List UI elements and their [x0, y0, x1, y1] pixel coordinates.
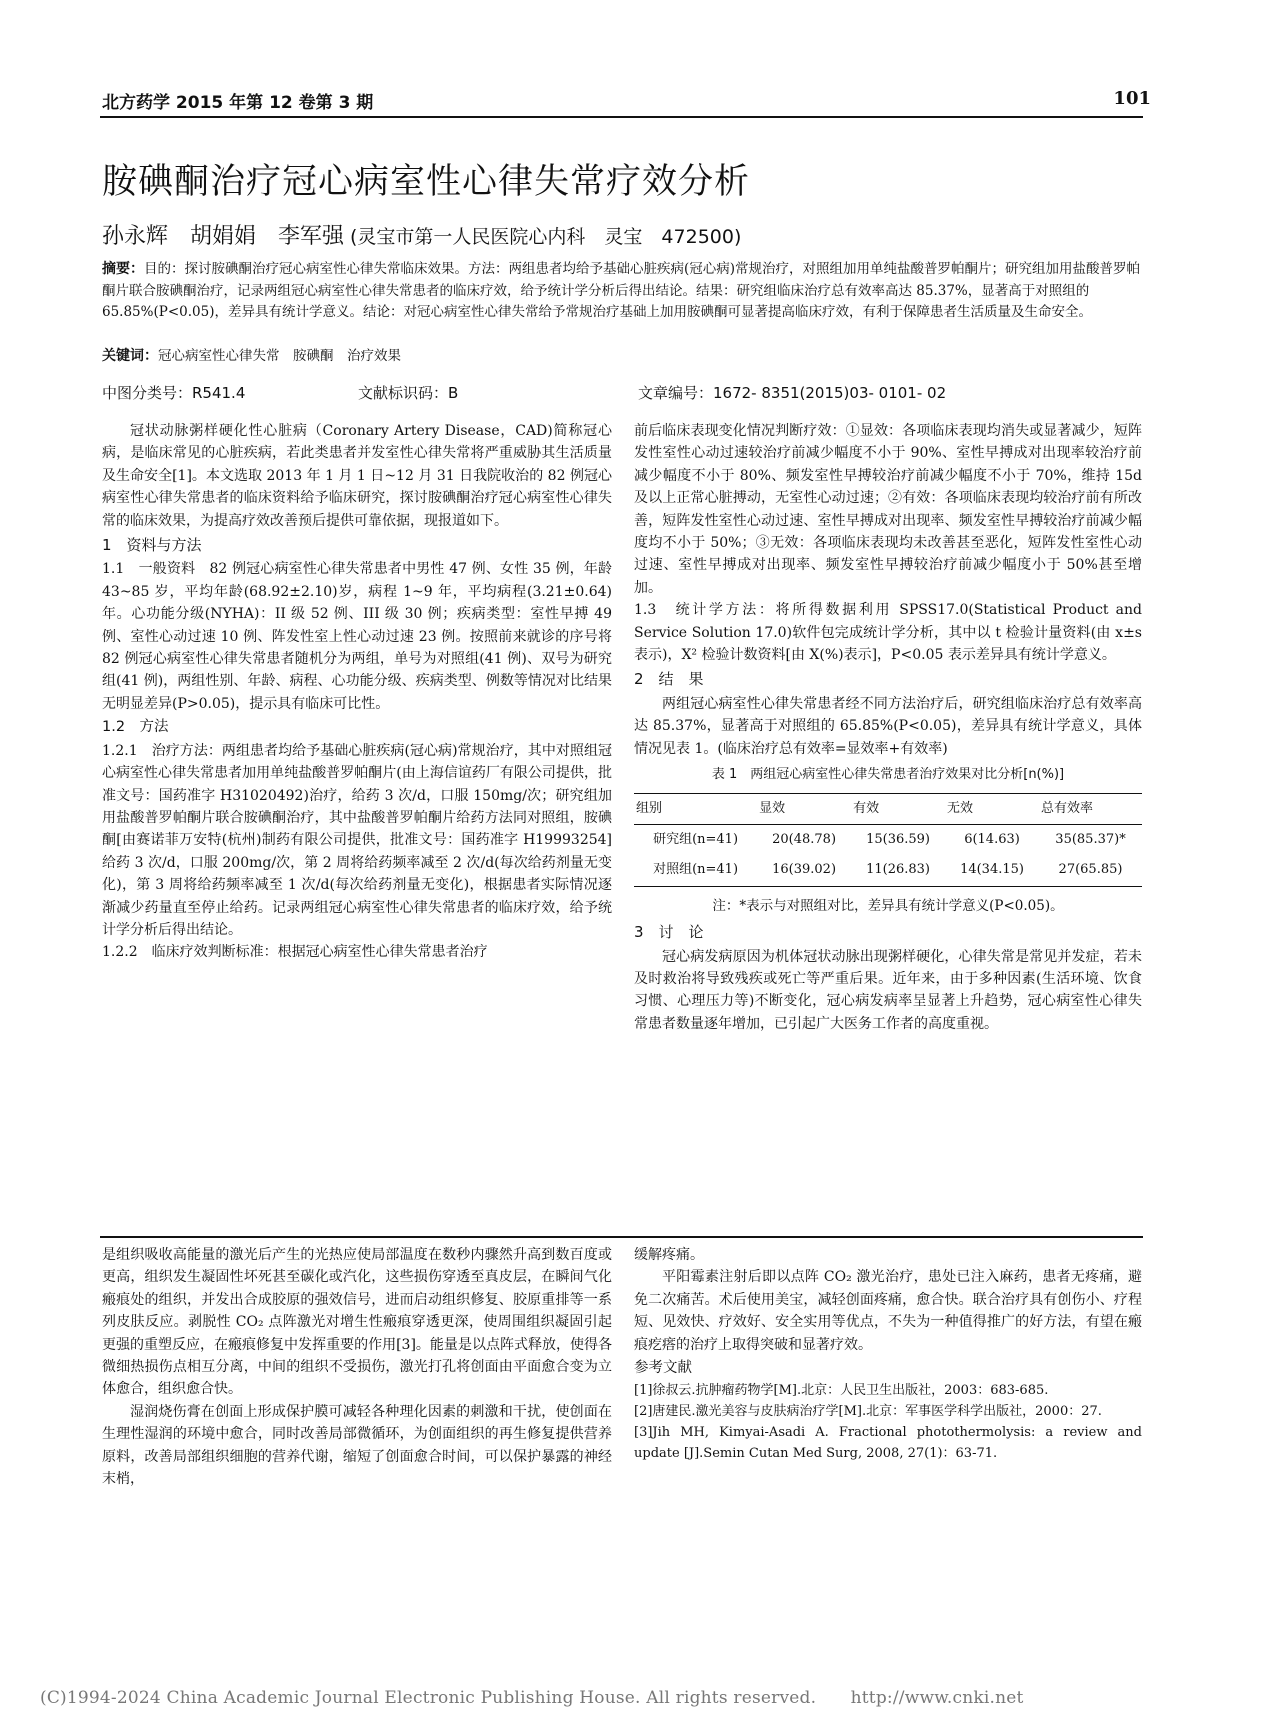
- author-names: 孙永辉 胡娟娟 李军强: [102, 224, 345, 249]
- paragraph-1-2-1: 1.2.1 治疗方法：两组患者均给予基础心脏疾病(冠心病)常规治疗，其中对照组冠心病室性心律失常患者加用单纯盐酸普罗帕酮片(由上海信谊药厂有限公司提供，批准文号：国药准字 H31020492)治疗，给药 3 次/d，口服 150mg/次；研究组加用盐酸普罗帕酮片联合胺碘酮治疗，其中盐酸普罗帕酮片给药方法同对照组，胺碘酮[由赛诺菲万安特(杭州)制药有限公司提供，批准文号：国药准字 H19993254]给药 3 次/d，口服 200mg/次，第 2 周将给药频率减至 2 次/d(每次给药剂量无变化)，第 3 周将给药频率减至 1 次/d(每次给药剂量无变化)，根据患者实际情况逐渐减少药量直至停止给药。记录两组冠心病室性心律失常患者的临床疗效，给予统计学分析后得出结论。: [102, 742, 612, 938]
- keywords-text: 冠心病室性心律失常 胺碘酮 治疗效果: [158, 348, 401, 364]
- lower-left-paragraph: 是组织吸收高能量的激光后产生的光热应使局部温度在数秒内骤然升高到数百度或更高，组织发生凝固性坏死甚至碳化或汽化，这些损伤穿透至真皮层，在瞬间气化瘢痕处的组织，并发出合成胶原的强效信号，进而启动组织修复、胶原重排等一系列皮肤反应。剥脱性 CO₂ 点阵激光对增生性瘢痕穿透更深，使周围组织凝固引起更强的重塑反应，在瘢痕修复中发挥重要的作用[3]。能量是以点阵式释放，使得各微细热损伤点相互分离，中间的组织不受损伤，激光打孔将创面由平面愈合变为立体愈合，组织愈合快。: [102, 1247, 612, 1398]
- keywords: [102, 344, 401, 365]
- table-cell: 研究组(n=41): [653, 831, 739, 847]
- table-cell: 对照组(n=41): [634, 855, 757, 886]
- keywords-label: 关键词：: [102, 348, 158, 364]
- reference-item: [3]Jih MH, Kimyai-Asadi A. Fractional photothermolysis: a review and update [J].Semin Cutan Med Surg, 2008, 27(1)：63-71.: [634, 1425, 1142, 1462]
- results-paragraph: 两组冠心病室性心律失常患者经不同方法治疗后，研究组临床治疗总有效率高达 85.37%，显著高于对照组的 65.85%(P<0.05)，差异具有统计学意义，具体情况见表 1。(临床治疗总有效率=显效率+有效率): [634, 695, 1142, 757]
- discussion-paragraph: 冠心病发病原因为机体冠状动脉出现粥样硬化，心律失常是常见并发症，若未及时救治将导致残疾或死亡等严重后果。近年来，由于多种因素(生活环境、饮食习惯、心理压力等)不断变化，冠心病发病率呈显著上升趋势，冠心病室性心律失常患者数量逐年增加，已引起广大医务工作者的高度重视。: [634, 948, 1142, 1032]
- lower-right-paragraph: 缓解疼痛。: [634, 1247, 704, 1263]
- article-title: 胺碘酮治疗冠心病室性心律失常疗效分析: [102, 162, 751, 202]
- affiliation: (灵宝市第一人民医院心内科 灵宝 472500): [350, 226, 742, 248]
- table-cell: 11(26.83): [851, 855, 945, 886]
- doc-code: 文献标识码：B: [358, 384, 459, 402]
- page-number: 101: [1113, 88, 1151, 109]
- lower-left-column: [102, 1244, 612, 1490]
- abstract-text: 目的：探讨胺碘酮治疗冠心病室性心律失常临床效果。方法：两组患者均给予基础心脏疾病(冠心病)常规治疗，对照组加用单纯盐酸普罗帕酮片；研究组加用盐酸普罗帕酮片联合胺碘酮治疗，记录两组冠心病室性心律失常患者的临床疗效，给予统计学分析后得出结论。结果：研究组临床治疗总有效率高达 85.37%，显著高于对照组的 65.85%(P<0.05)，差异具有统计学意义。结论：对冠心病室性心律失常给予常规治疗基础上加用胺碘酮可显著提高临床疗效，有利于保障患者生活质量及生命安全。: [102, 261, 1141, 320]
- abstract: [102, 259, 1142, 324]
- table-cell: 35(85.37)*: [1055, 831, 1126, 847]
- section-heading-2: 2 结 果: [634, 670, 704, 689]
- lower-left-paragraph: 湿润烧伤膏在创面上形成保护膜可减轻各种理化因素的刺激和干扰，使创面在生理性湿润的环境中愈合，同时改善局部微循环，为创面组织的再生修复提供营养原料，改善局部组织细胞的营养代谢，缩短了创面愈合时间，可以保护暴露的神经末梢，: [102, 1403, 612, 1488]
- table-cell: 16(39.02): [757, 855, 851, 886]
- table-cell: 27(65.85): [1039, 855, 1142, 886]
- table-cell: 14(34.15): [945, 855, 1039, 886]
- table-header-cell: 总有效率: [1039, 793, 1142, 824]
- table-cell: 6(14.63): [964, 831, 1020, 847]
- section-heading-1-2: 1.2 方法: [102, 719, 169, 736]
- table-cell: 15(36.59): [866, 831, 930, 847]
- abstract-label: 摘要：: [102, 261, 144, 277]
- lower-right-column: [634, 1244, 1142, 1464]
- section-heading-1: 1 资料与方法: [102, 536, 202, 555]
- section-heading-3: 3 讨 论: [634, 923, 704, 942]
- table-header-row: [634, 793, 1142, 824]
- journal-header: 北方药学 2015 年第 12 卷第 3 期: [102, 93, 374, 113]
- reference-item: [1]徐叔云.抗肿瘤药物学[M].北京：人民卫生出版社，2003：683-685.: [634, 1383, 1049, 1399]
- criteria-paragraph: 前后临床表现变化情况判断疗效：①显效：各项临床表现均消失或显著减少，短阵发性室性心动过速较治疗前减少幅度不小于 90%、室性早搏成对出现率较治疗前减少幅度不小于 80%、频发室性早搏较治疗前减少幅度不小于 70%，维持 15d 及以上正常心脏搏动，无室性心动过速；②有效：各项临床表现均较治疗前有所改善，短阵发性室性心动过速、室性早搏成对出现率、频发室性早搏较治疗前减少幅度均不小于 50%；③无效：各项临床表现均未改善甚至恶化，短阵发性室性心动过速、室性早搏成对出现率、频发室性早搏较治疗前减少幅度小于 50%甚至增加。: [634, 423, 1142, 596]
- references-heading: 参考文献: [634, 1360, 692, 1377]
- intro-paragraph: 冠状动脉粥样硬化性心脏病（Coronary Artery Disease，CAD)简称冠心病，是临床常见的心脏疾病，若此类患者并发室性心律失常将严重威胁其生活质量及生命安全[1]。本文选取 2013 年 1 月 1 日~12 月 31 日我院收治的 82 例冠心病室性心律失常患者的临床资料给予临床研究，探讨胺碘酮治疗冠心病室性心律失常的临床效果，为提高疗效改善预后提供可靠依据，现报道如下。: [102, 423, 612, 529]
- table-cell: 20(48.78): [772, 831, 837, 847]
- header-rule: [100, 116, 1143, 118]
- author-line: [102, 219, 741, 250]
- paragraph-1-1: 1.1 一般资料 82 例冠心病室性心律失常患者中男性 47 例、女性 35 例，年龄 43~85 岁，平均年龄(68.92±2.10)岁，病程 1~9 年，平均病程(3.21±0.64)年。心功能分级(NYHA)：II 级 52 例、III 级 30 例；疾病类型：室性早搏 49 例、室性心动过速 10 例、阵发性室上性心动过速 23 例。按照前来就诊的序号将 82 例冠心病室性心律失常患者随机分为两组，单号为对照组(41 例)、双号为研究组(41 例)，两组性别、年龄、病程、心功能分级、疾病类型、例数等情况对比结果无明显差异(P>0.05)，提示具有临床可比性。: [102, 561, 612, 712]
- table-row: [634, 855, 1142, 886]
- clc-number: 中图分类号：R541.4: [102, 384, 246, 402]
- article-number: 文章编号：1672- 8351(2015)03- 0101- 02: [638, 384, 947, 402]
- section-divider-rule: [100, 1236, 1143, 1238]
- left-column: [102, 420, 612, 964]
- table-note: 注：*表示与对照组对比，差异具有统计学意义(P<0.05)。: [712, 897, 1064, 914]
- copyright-footer: (C)1994-2024 China Academic Journal Electronic Publishing House. All rights reserved. http://www.cnki.net: [40, 1688, 1024, 1708]
- reference-item: [2]唐建民.激光美容与皮肤病治疗学[M].北京：军事医学科学出版社，2000：27.: [634, 1404, 1102, 1420]
- table-header-cell: 有效: [851, 793, 945, 824]
- table-row: [634, 824, 1142, 855]
- right-column: [634, 420, 1142, 1035]
- reference-list: [634, 1380, 1142, 1464]
- paragraph-1-2-2: 1.2.2 临床疗效判断标准：根据冠心病室性心律失常患者治疗: [102, 944, 488, 961]
- paragraph-1-3: 1.3 统计学方法：将所得数据利用 SPSS17.0(Statistical Product and Service Solution 17.0)软件包完成统计学分析，其中以 t 检验计量资料(由 x±s 表示)，X² 检验计数资料[由 X(%)表示]，P<0.05 表示差异具有统计学意义。: [634, 602, 1142, 664]
- table-header-cell: 显效: [757, 793, 851, 824]
- table-header-cell: 无效: [945, 793, 1039, 824]
- table-caption: 表 1 两组冠心病室性心律失常患者治疗效果对比分析[n(%)]: [711, 767, 1065, 783]
- table-header-cell: 组别: [634, 793, 757, 824]
- lower-right-paragraph: 平阳霉素注射后即以点阵 CO₂ 激光治疗，患处已注入麻药，患者无疼痛，避免二次痛苦。术后使用美宝，减轻创面疼痛，愈合快。联合治疗具有创伤小、疗程短、见效快、疗效好、安全实用等优点，不失为一种值得推广的好方法，有望在瘢痕疙瘩的治疗上取得突破和显著疗效。: [634, 1269, 1142, 1353]
- results-table: [634, 793, 1142, 887]
